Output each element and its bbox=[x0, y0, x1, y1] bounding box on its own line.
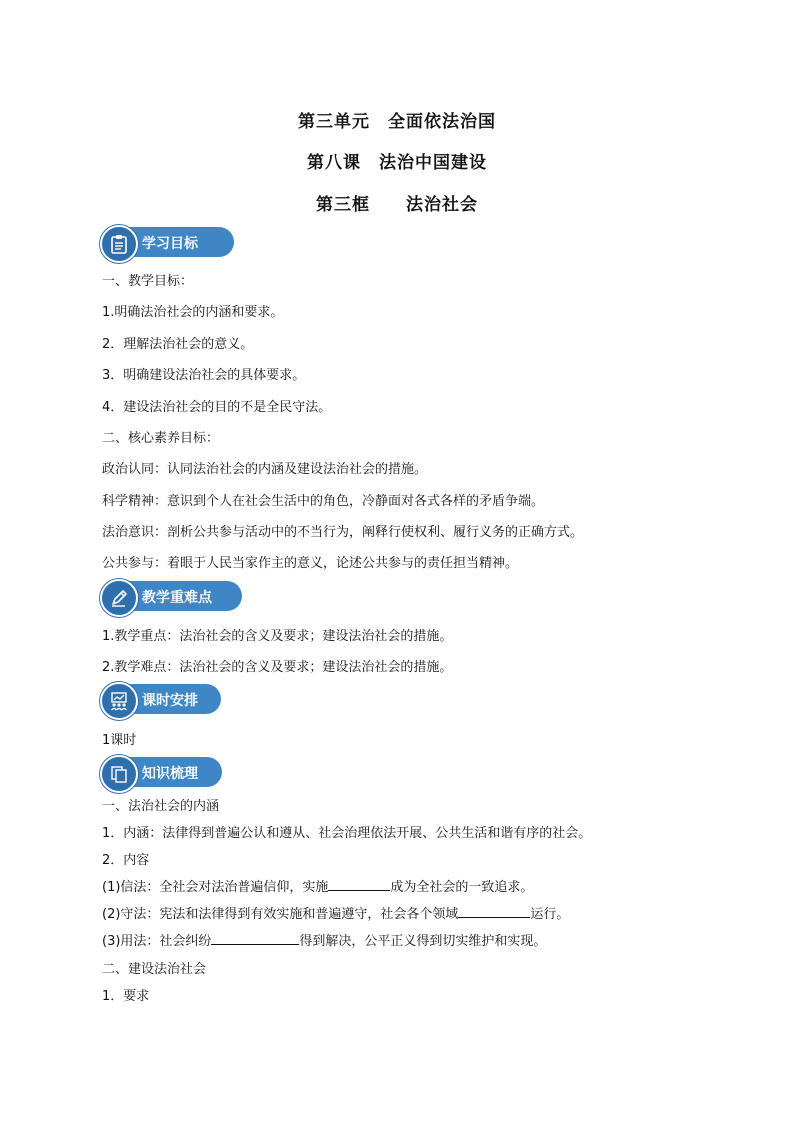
fill-blank bbox=[211, 931, 299, 945]
knowledge-line-2: 2．内容 bbox=[102, 853, 150, 868]
core-heading: 二、核心素养目标： bbox=[102, 431, 220, 446]
goal-item-2: 2．理解法治社会的意义。 bbox=[102, 337, 254, 352]
fill-blank-suffix: 得到解决，公平正义得到切实维护和实现。 bbox=[299, 934, 547, 949]
fill-blank-suffix: 运行。 bbox=[530, 907, 570, 922]
fill-blank-prefix: (1)信法：全社会对法治普遍信仰，实施 bbox=[102, 880, 329, 895]
frame-title: 第三框 法治社会 bbox=[316, 195, 478, 215]
unit-title: 第三单元 全面依法治国 bbox=[298, 112, 496, 132]
knowledge-line-6: 1．要求 bbox=[102, 989, 150, 1004]
knowledge-line-5 bbox=[102, 930, 546, 949]
schedule-text: 1课时 bbox=[102, 733, 137, 748]
keypoint-2: 2.教学难点：法治社会的含义及要求；建设法治社会的措施。 bbox=[102, 660, 453, 675]
goal-item-4: 4．建设法治社会的目的不是全民守法。 bbox=[102, 400, 332, 415]
goal-item-3: 3．明确建设法治社会的具体要求。 bbox=[102, 368, 306, 383]
fill-blank bbox=[328, 877, 390, 891]
keypoint-1: 1.教学重点：法治社会的含义及要求；建设法治社会的措施。 bbox=[102, 629, 453, 644]
lesson-title: 第八课 法治中国建设 bbox=[307, 153, 487, 173]
knowledge-line-3 bbox=[102, 876, 533, 895]
core-item-2: 科学精神：意识到个人在社会生活中的角色，冷静面对各式各样的矛盾争端。 bbox=[102, 494, 545, 509]
pages-icon bbox=[100, 755, 138, 793]
knowledge-heading-1: 一、法治社会的内涵 bbox=[102, 799, 220, 814]
section-label-goals: 学习目标 bbox=[142, 236, 198, 252]
goal-item-1: 1.明确法治社会的内涵和要求。 bbox=[102, 305, 284, 320]
section-label-knowledge: 知识梳理 bbox=[142, 766, 198, 782]
fill-blank-suffix: 成为全社会的一致追求。 bbox=[390, 880, 534, 895]
fill-blank bbox=[458, 904, 530, 918]
fill-blank-prefix: (3)用法：社会纠纷 bbox=[102, 934, 212, 949]
goals-heading: 一、教学目标： bbox=[102, 274, 194, 289]
section-label-schedule: 课时安排 bbox=[142, 693, 198, 709]
core-item-1: 政治认同：认同法治社会的内涵及建设法治社会的措施。 bbox=[102, 462, 428, 477]
fill-blank-prefix: (2)守法：宪法和法律得到有效实施和普遍遵守，社会各个领域 bbox=[102, 907, 459, 922]
core-item-4: 公共参与：着眼于人民当家作主的意义，论述公共参与的责任担当精神。 bbox=[102, 556, 519, 571]
section-label-keypoints: 教学重难点 bbox=[142, 590, 212, 606]
pencil-icon bbox=[100, 579, 138, 617]
knowledge-heading-2: 二、建设法治社会 bbox=[102, 962, 207, 977]
people-chart-icon bbox=[100, 682, 138, 720]
core-item-3: 法治意识：剖析公共参与活动中的不当行为，阐释行使权利、履行义务的正确方式。 bbox=[102, 525, 584, 540]
knowledge-line-1: 1．内涵：法律得到普遍公认和遵从、社会治理依法开展、公共生活和谐有序的社会。 bbox=[102, 826, 592, 841]
clipboard-icon bbox=[100, 225, 138, 263]
knowledge-line-4 bbox=[102, 903, 569, 922]
